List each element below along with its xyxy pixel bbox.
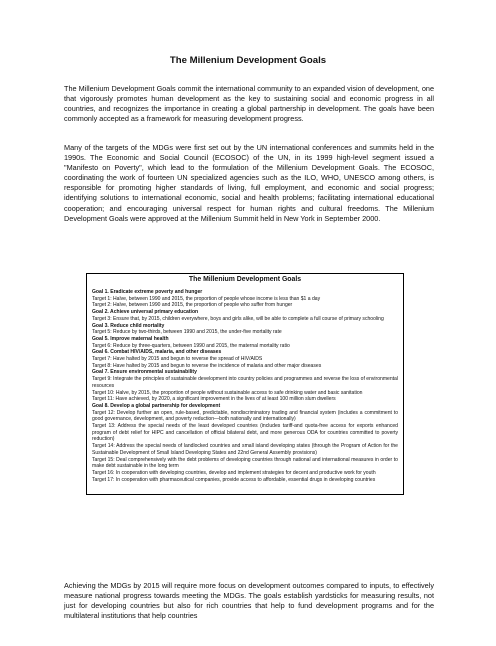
goal-heading: Goal 7. Ensure environmental sustainability	[92, 369, 197, 376]
target-item: Target 17: In cooperation with pharmaceutical companies, provide access to affordable, essential drugs in developing countries	[92, 476, 376, 483]
target-item: Target 7: Have halted by 2015 and begun to reverse the spread of HIV/AIDS	[92, 356, 263, 363]
goal-heading: Goal 6. Combat HIV/AIDS, malaria, and other diseases	[92, 349, 222, 356]
target-item: Target 3: Ensure that, by 2015, children everywhere, boys and girls alike, will be able to complete a full course of primary schooling	[92, 315, 384, 322]
goal-heading: Goal 2. Achieve universal primary education	[92, 309, 199, 316]
target-item: Target 1: Halve, between 1990 and 2015, the proportion of people whose income is less than $1 a day	[92, 295, 321, 302]
target-item: Target 14: Address the special needs of landlocked countries and small island developing states (through the Program of Action for the Sustainable Development of Small Island Developing States and 22nd General Assembly provisions)	[92, 443, 398, 456]
paragraph-history: Many of the targets of the MDGs were first set out by the UN international conferences and summits held in the 1990s. The Economic and Social Council (ECOSOC) of the UN, in its 1999 high-level segment issued a "Manifesto on Poverty", which lead to the formulation of the Millenium Development Goals. The ECOSOC, coordinating the work of fourteen UN specialized agencies such as the ILO, WHO, UNESCO among others, is responsible for promoting higher standards of living, full employment, and economic and social progress; identifying solutions to international economic, social and health problems; facilitating international educational cooperation; and encouraging universal respect for human rights and cultural freedoms. The Millenium Development Goals were approved at the Millenium Summit held in New York in September 2000.	[64, 143, 434, 223]
target-item: Target 15: Deal comprehensively with the debt problems of developing countries through national and international measures in order to make debt sustainable in the long term	[92, 456, 398, 470]
target-item: Target 16: In cooperation with developing countries, develop and implement strategies for decent and productive work for youth	[92, 469, 376, 476]
goal-heading: Goal 5. Improve maternal health	[92, 335, 169, 342]
document-title: The Millenium Development Goals	[169, 55, 327, 66]
paragraph-intro: The Millenium Development Goals commit the international community to an expanded vision of development, one that vigorously promotes human development as the key to sustaining social and economic progress in all countries, and recognizes the importance in creating a global partnership in development. The goals have been commonly accepted as a framework for measuring development progress.	[64, 84, 434, 124]
target-item: Target 9: Integrate the principles of sustainable development into country policies and programmes and reverse the loss of environmental resources	[92, 376, 398, 389]
target-item: Target 11: Have achieved, by 2020, a significant improvement in the lives of at least 100 million slum dwellers	[92, 396, 336, 403]
target-item: Target 5: Reduce by two-thirds, between 1990 and 2015, the under-five mortality rate	[92, 329, 282, 336]
paragraph-achieving: Achieving the MDGs by 2015 will require more focus on development outcomes compared to inputs, to effectively measure national progress towards meeting the MDGs. The goals establish yardsticks for measuring results, not just for developing countries but also for rich countries that help to fund development programs and for the multilateral institutions that help countries	[64, 581, 434, 621]
target-item: Target 2: Halve, between 1990 and 2015, the proportion of people who suffer from hunger	[92, 302, 293, 309]
target-item: Target 6: Reduce by three-quarters, between 1990 and 2015, the maternal mortality ratio	[92, 342, 290, 349]
goal-heading: Goal 3. Reduce child mortality	[92, 322, 165, 329]
target-item: Target 12: Develop further an open, rule-based, predictable, nondiscriminatory trading and financial system (includes a commitment to good governance, development, and poverty reduction—both nationally and internationally)	[92, 409, 398, 423]
target-item: Target 8: Have halted by 2015 and begun to reverse the incidence of malaria and other major diseases	[92, 362, 322, 369]
goal-heading: Goal 8. Develop a global partnership for development	[92, 402, 221, 409]
mdg-goals-box	[86, 273, 404, 495]
mdg-goals-list	[92, 289, 398, 483]
target-item: Target 13: Address the special needs of the least developed countries (includes tariff-and quota-free access for exports enhanced program of debt relief for HIPC and cancellation of official bilateral debt, and more generous ODA for countries committed to poverty reduction)	[92, 423, 398, 443]
mdg-box-title: The Millenium Development Goals	[188, 276, 302, 283]
goal-heading: Goal 1. Eradicate extreme poverty and hunger	[92, 289, 203, 295]
target-item: Target 10: Halve, by 2015, the proportion of people without sustainable access to safe drinking water and basic sanitation	[92, 389, 363, 396]
